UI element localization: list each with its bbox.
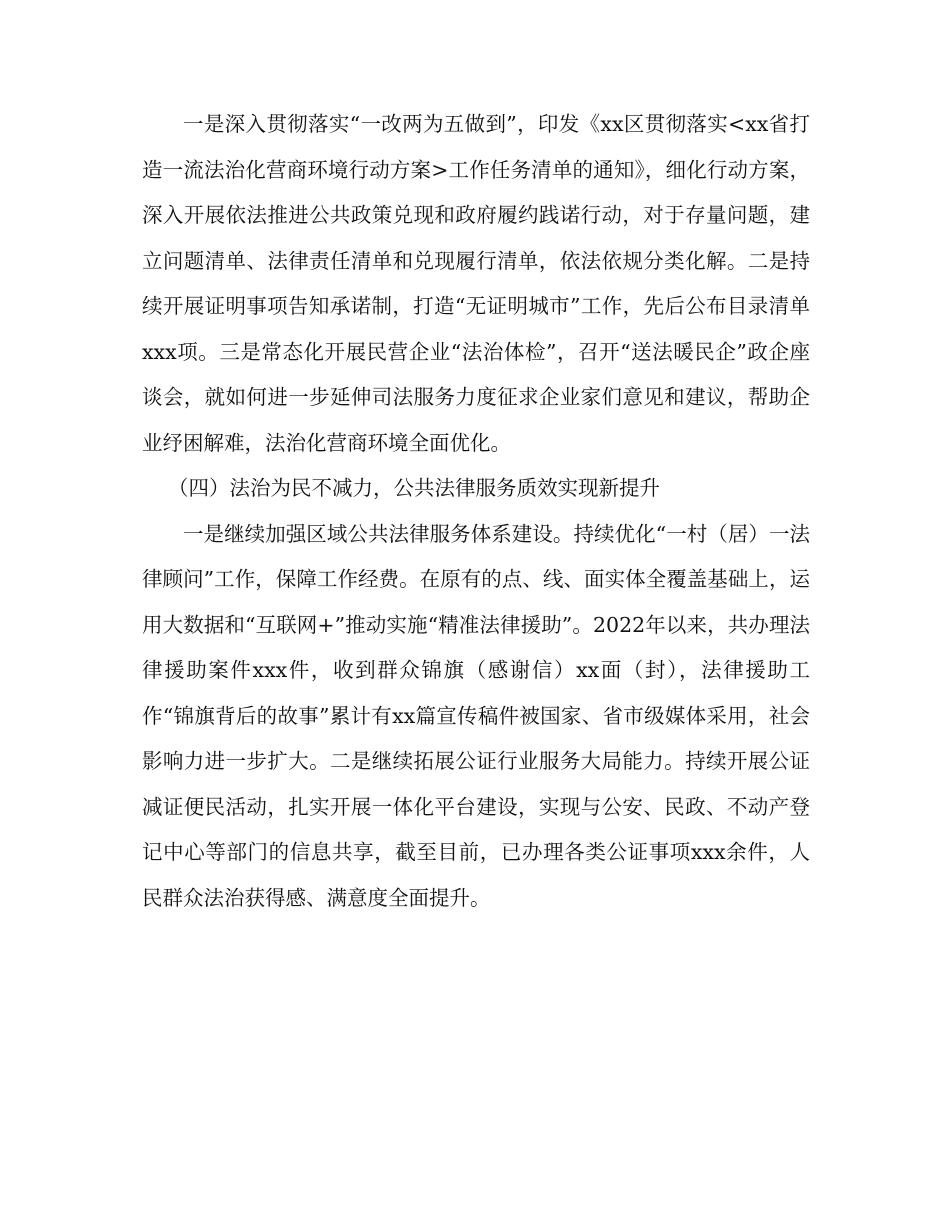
paragraph-business-environment: 一是深入贯彻落实“一改两为五做到”，印发《xx区贯彻落实<xx省打造一流法治化营商环境行动方案>工作任务清单的通知》，细化行动方案，深入开展依法推进公共政策兑现和政府履约践诺行动，对于存量问题，建立问题清单、法律责任清单和兑现履行清单，依法依规分类化解。二是持续开展证明事项告知承诺制，打造“无证明城市”工作，先后公布目录清单xxx项。三是常态化开展民营企业“法治体检”，召开“送法暖民企”政企座谈会，就如何进一步延伸司法服务力度征求企业家们意见和建议，帮助企业纾困解难，法治化营商环境全面优化。 [142,112,810,455]
paragraph-public-legal-services: 一是继续加强区域公共法律服务体系建设。持续优化“一村（居）一法律顾问”工作，保障工作经费。在原有的点、线、面实体全覆盖基础上，运用大数据和“互联网+”推动实施“精准法律援助”。2022年以来，共办理法律援助案件xxx件，收到群众锦旗（感谢信）xx面（封），法律援助工作“锦旗背后的故事”累计有xx篇宣传稿件被国家、省市级媒体采用，社会影响力进一步扩大。二是继续拓展公证行业服务大局能力。持续开展公证减证便民活动，扎实开展一体化平台建设，实现与公安、民政、不动产登记中心等部门的信息共享，截至目前，已办理各类公证事项xxx余件，人民群众法治获得感、满意度全面提升。 [142,521,810,910]
section-heading-four: （四）法治为民不减力，公共法律服务质效实现新提升 [168,476,660,500]
document-body [142,102,810,921]
